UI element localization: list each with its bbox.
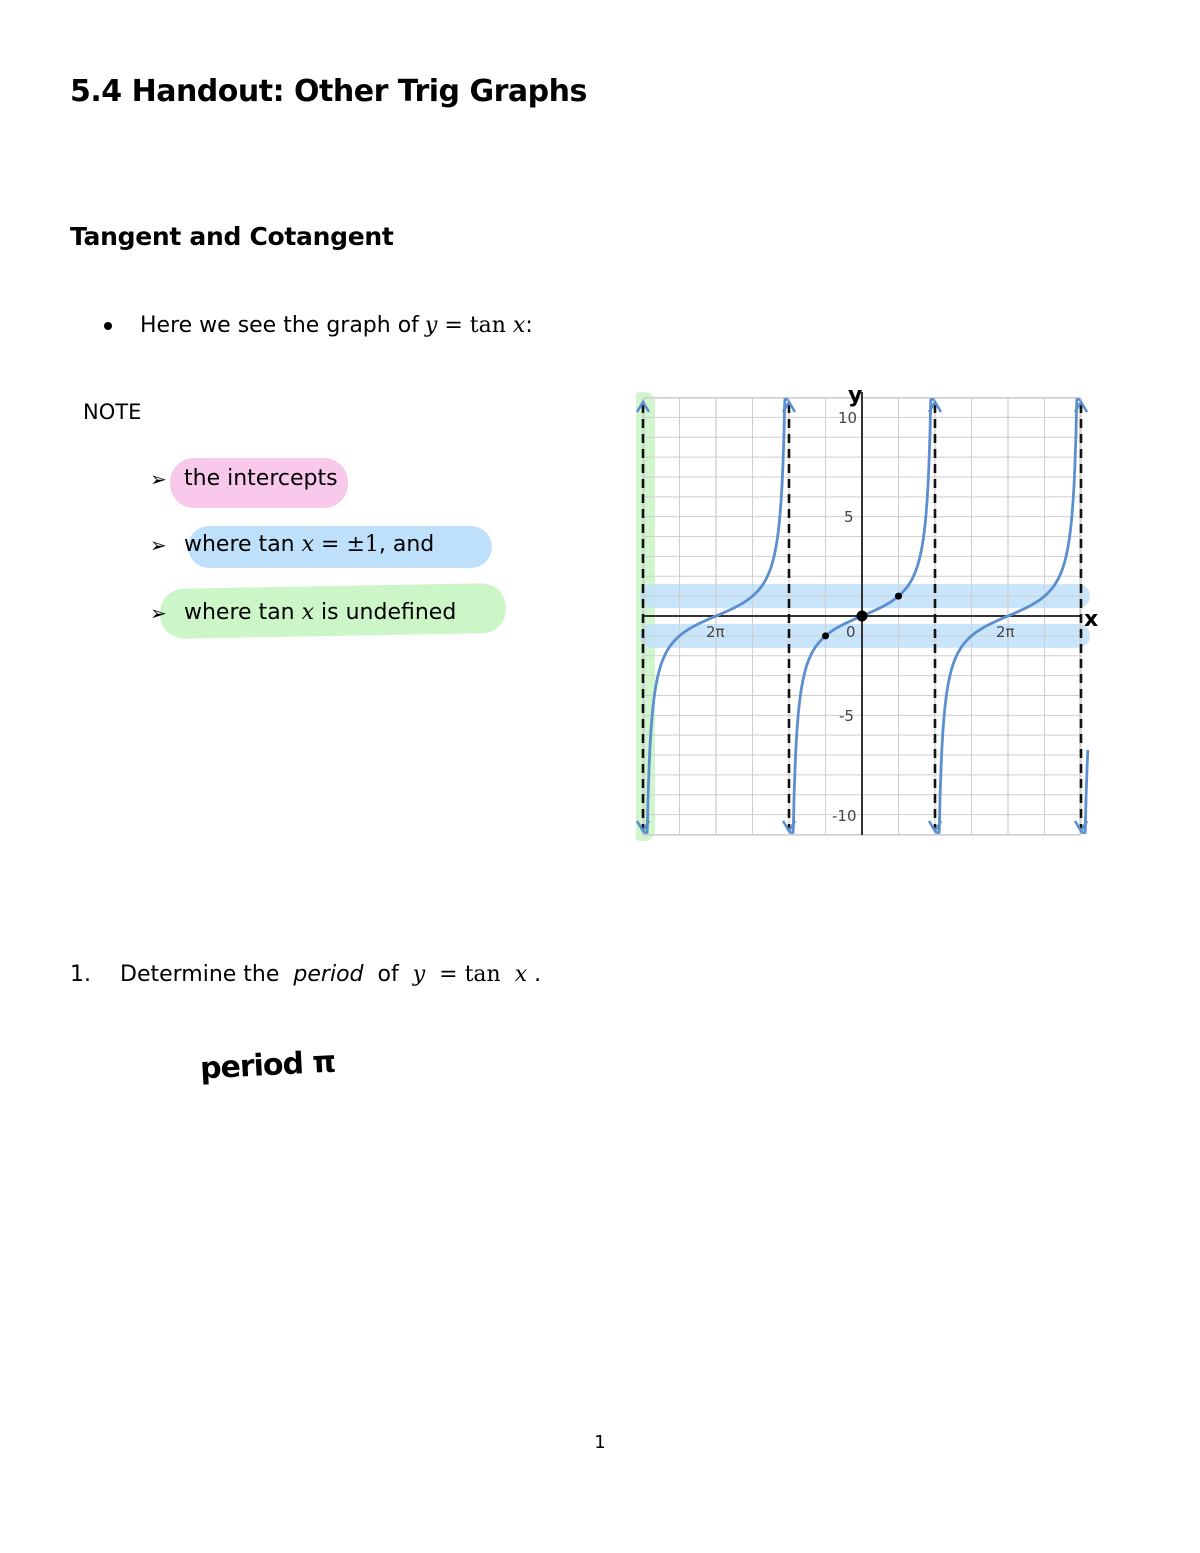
tick-label-5: 5 [844,508,854,526]
handwritten-answer: period π [199,1044,336,1087]
bullet-var-y: y [424,313,438,338]
question-equals: = tan [432,962,508,987]
tick-label-10: 10 [838,409,858,427]
bullet-dot-icon [104,322,112,330]
tick-label-neg5: -5 [839,707,854,725]
note-item-text: where tan [184,532,302,557]
question-number: 1. [70,962,91,987]
tangent-graph [636,380,1106,850]
bullet-suffix: : [525,313,533,338]
tick-label-pos-2pi: 2π [996,623,1015,641]
tick-label-origin: 0 [846,623,856,641]
y-axis-label: y [848,383,863,408]
tangent-curve-branch [1082,750,1088,833]
question-1 [70,962,541,987]
marked-point [895,593,902,600]
note-item-var: x [301,600,315,625]
marked-point [857,611,868,622]
page-title: 5.4 Handout: Other Trig Graphs [70,74,587,109]
bullet-prefix: Here we see the graph of [140,313,419,338]
note-item-tail: is undefined [314,600,457,625]
x-axis-label: x [1084,607,1099,632]
note-item-var: x [301,532,315,557]
page-number: 1 [594,1432,606,1453]
note-item-intercepts [150,466,338,491]
bullet-equals: = tan [437,313,513,338]
arrow-bullet-icon: ➢ [150,532,167,557]
arrow-bullet-icon: ➢ [150,466,167,491]
question-end: . [534,962,542,987]
note-item-undefined [150,600,456,625]
arrow-bullet-icon: ➢ [150,600,167,625]
question-text-a: Determine the [120,962,287,987]
note-item-text: where tan [184,600,302,625]
note-label: NOTE [83,400,142,424]
tick-label-neg-2pi: 2π [706,623,725,641]
note-item-text: the intercepts [184,466,338,491]
intro-bullet [104,313,533,338]
section-heading: Tangent and Cotangent [70,222,394,251]
question-text-b: of [370,962,406,987]
note-item-math: = ±1 [314,532,379,557]
question-var-y: y [412,962,426,987]
note-item-tan-pm1 [150,532,434,557]
question-var-x: x [514,962,528,987]
question-emphasis: period [293,962,364,987]
note-item-tail: , and [378,532,435,557]
tick-label-neg10: -10 [832,807,857,825]
bullet-var-x: x [512,313,526,338]
marked-point [822,632,829,639]
